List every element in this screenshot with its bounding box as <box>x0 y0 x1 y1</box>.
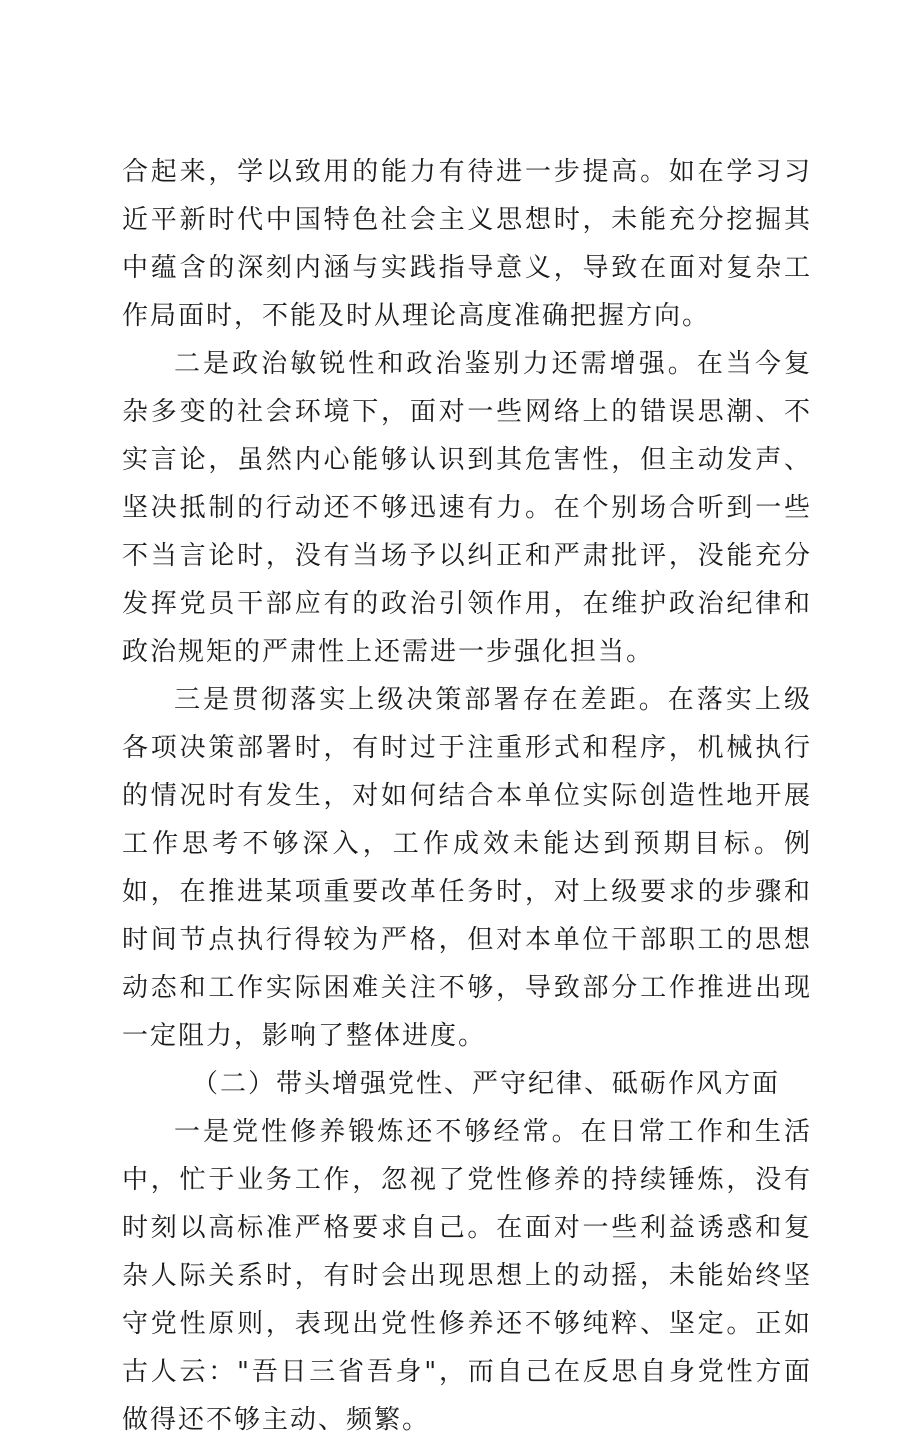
paragraph-continuation: 合起来，学以致用的能力有待进一步提高。如在学习习近平新时代中国特色社会主义思想时，未能充分挖掘其中蕴含的深刻内涵与实践指导意义，导致在面对复杂工作局面时，不能及时从理论高度准确把握方向。 <box>122 157 812 331</box>
paragraph-implementation-gap: 三是贯彻落实上级决策部署存在差距。在落实上级各项决策部署时，有时过于注重形式和程序，机械执行的情况时有发生，对如何结合本单位实际创造性地开展工作思考不够深入，工作成效未能达到预期目标。例如，在推进某项重要改革任务时，对上级要求的步骤和时间节点执行得较为严格，但对本单位干部职工的思想动态和工作实际困难关注不够，导致部分工作推进出现一定阻力，影响了整体进度。 <box>122 685 812 1051</box>
paragraph-party-spirit: 一是党性修养锻炼还不够经常。在日常工作和生活中，忙于业务工作，忽视了党性修养的持续锤炼，没有时刻以高标准严格要求自己。在面对一些利益诱惑和复杂人际关系时，有时会出现思想上的动摇，未能始终坚守党性原则，表现出党性修养还不够纯粹、坚定。正如古人云："吾日三省吾身"，而自己在反思自身党性方面做得还不够主动、频繁。 <box>122 1117 812 1435</box>
document-body <box>122 148 812 1444</box>
section-heading: （二）带头增强党性、严守纪律、砥砺作风方面 <box>192 1069 781 1099</box>
paragraph-political-sensitivity: 二是政治敏锐性和政治鉴别力还需增强。在当今复杂多变的社会环境下，面对一些网络上的错误思潮、不实言论，虽然内心能够认识到其危害性，但主动发声、坚决抵制的行动还不够迅速有力。在个别场合听到一些不当言论时，没有当场予以纠正和严肃批评，没能充分发挥党员干部应有的政治引领作用，在维护政治纪律和政治规矩的严肃性上还需进一步强化担当。 <box>122 349 812 667</box>
